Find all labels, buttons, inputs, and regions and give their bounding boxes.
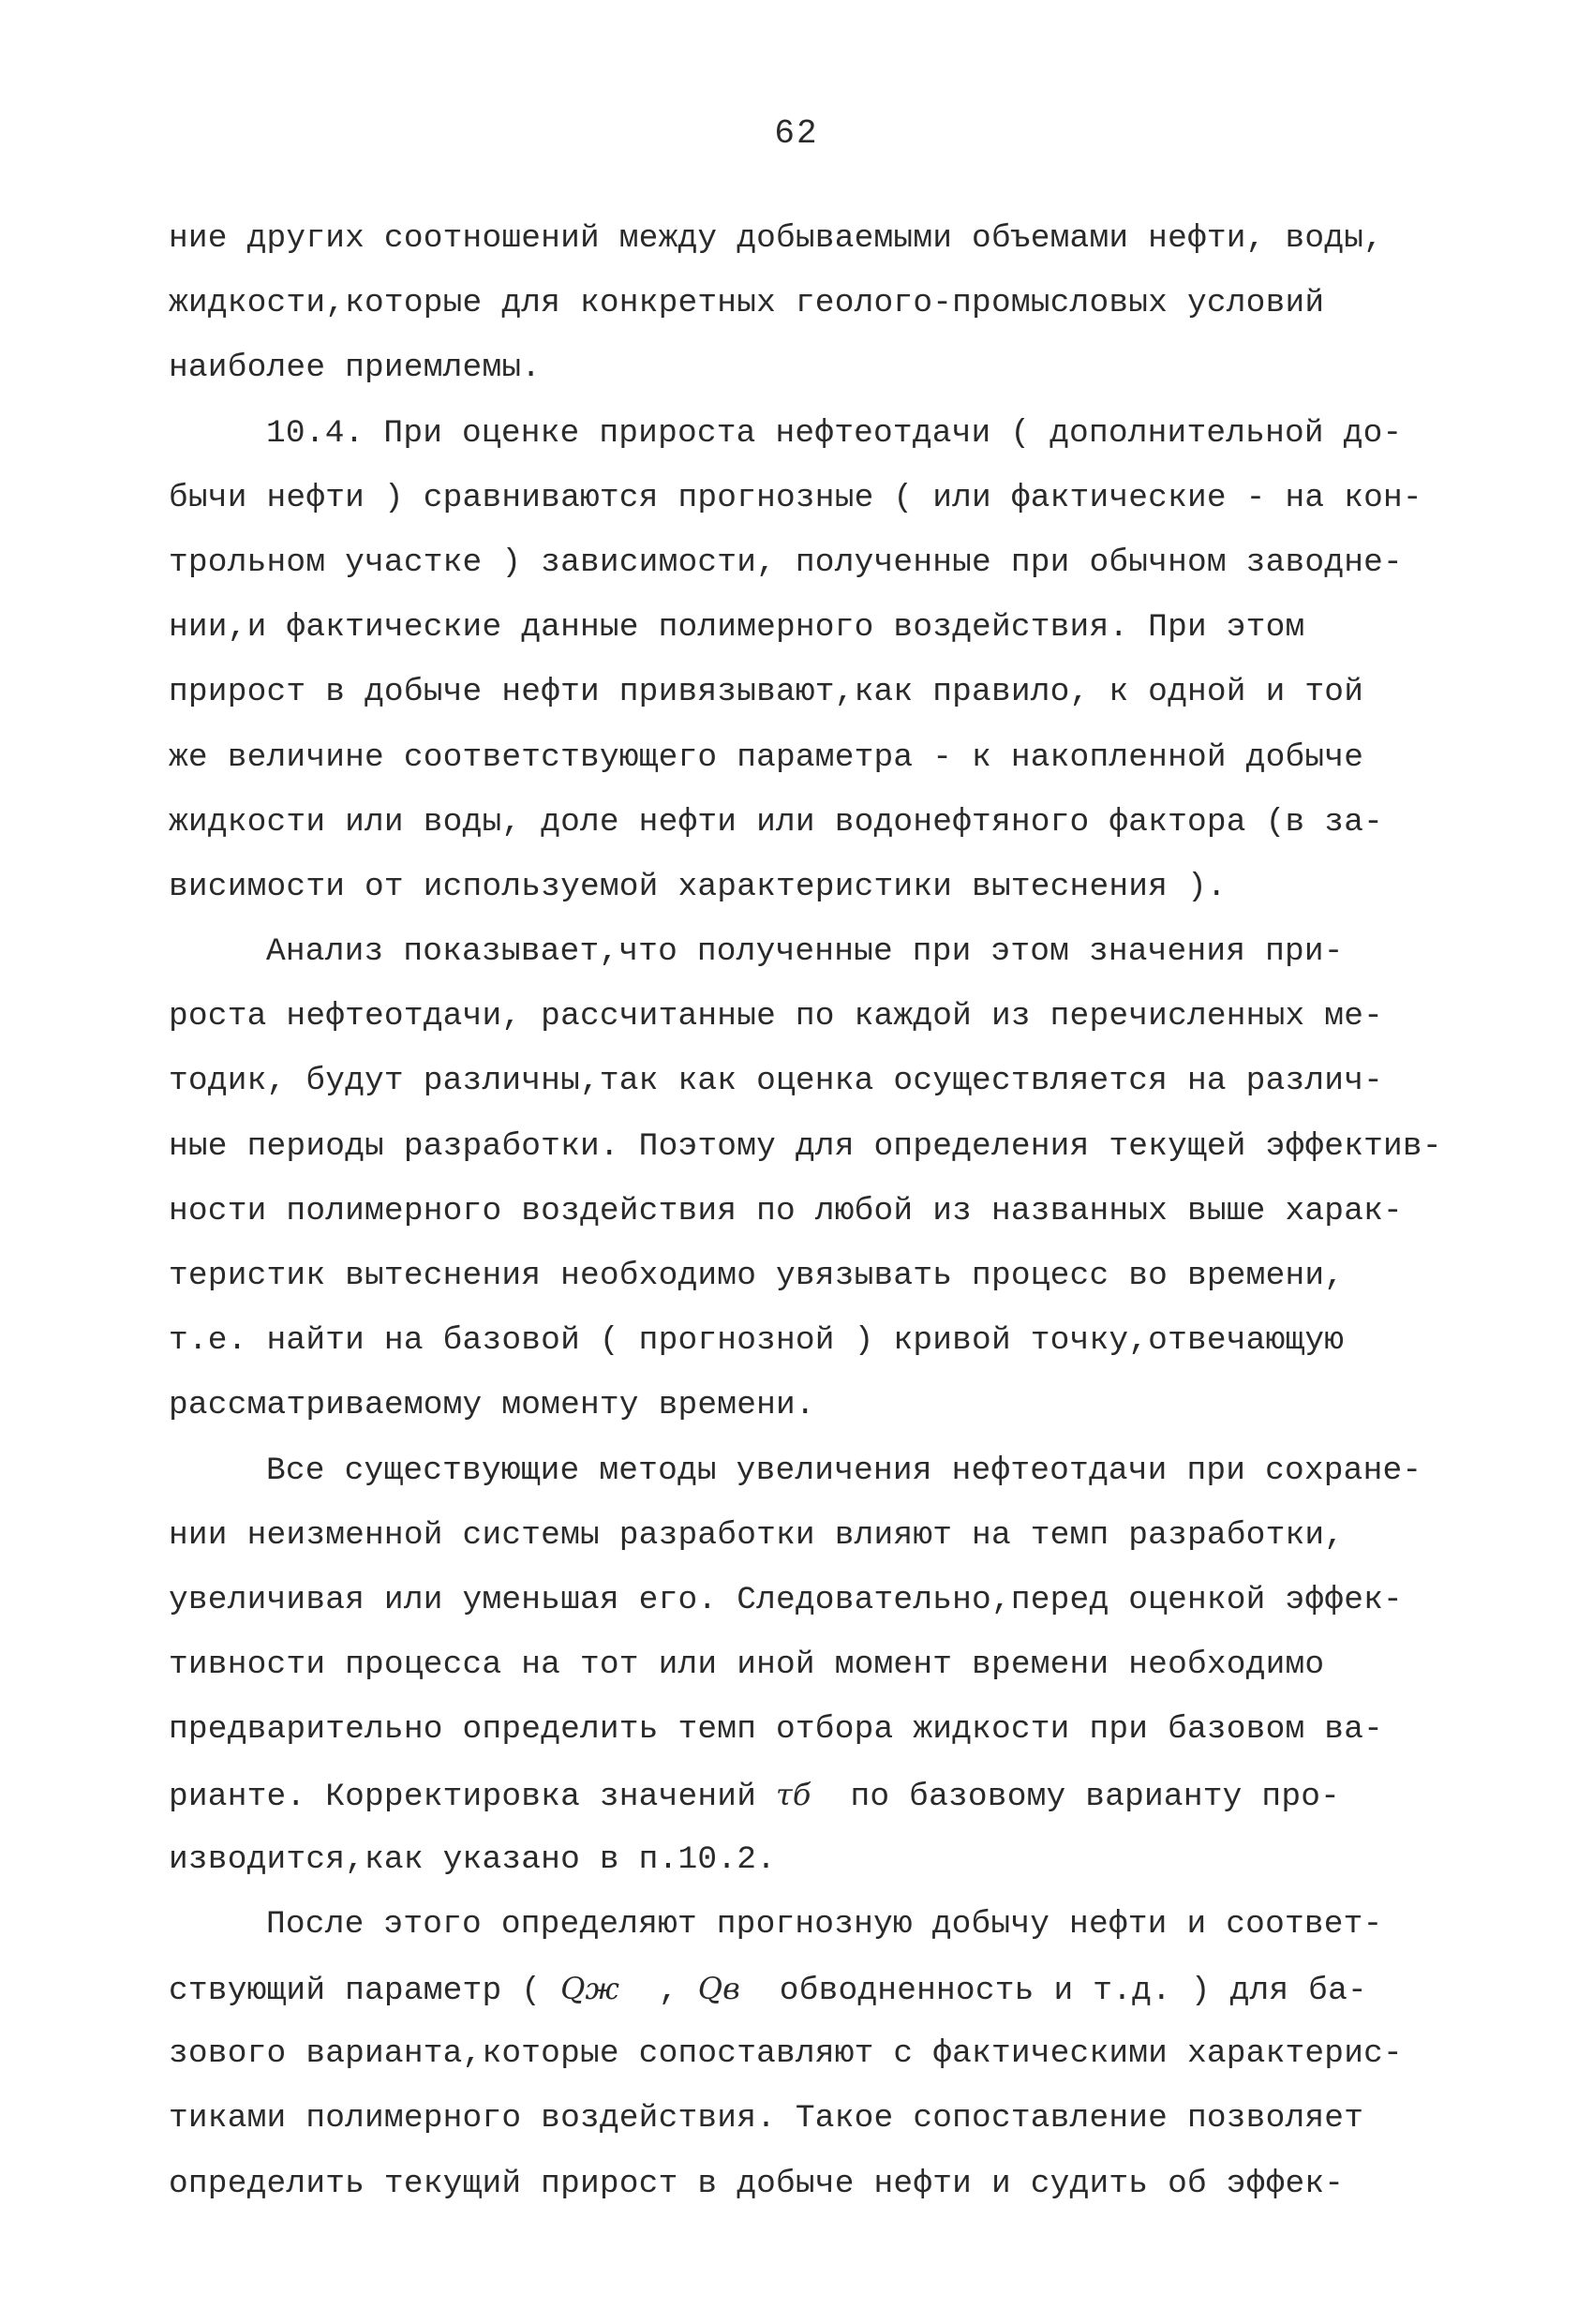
tau-b-symbol: τб [776, 1776, 811, 1812]
text-line: тодик, будут различны,так как оценка осуществляется на различ- [169, 1063, 1384, 1100]
text-line: бычи нефти ) сравниваются прогнозные ( или фактические - на кон- [169, 479, 1422, 516]
text-line-with-symbols [169, 1957, 1462, 2021]
text-line: тиками полимерного воздействия. Такое сопоставление позволяет [169, 2100, 1364, 2138]
body-text [169, 206, 1462, 2216]
text-line: ние других соотношений между добываемыми объемами нефти, воды, [169, 220, 1384, 257]
text-line: изводится,как указано в п.10.2. [169, 1840, 777, 1878]
text-fragment: ствующий параметр ( [169, 1973, 561, 2010]
text-line: определить текущий прирост в добыче нефти и судить об эффек- [169, 2165, 1345, 2202]
text-line: предварительно определить темп отбора жидкости при базовом ва- [169, 1711, 1384, 1749]
text-line: теристик вытеснения необходимо увязывать процесс во времени, [169, 1258, 1345, 1294]
text-line: тивности процесса на тот или иной момент времени необходимо [169, 1646, 1325, 1684]
q-liquid-symbol: Qж [560, 1971, 620, 2007]
text-line: рассматриваемому моменту времени. [169, 1387, 815, 1424]
text-line: Анализ показывает,что полученные при этом значения при- [266, 933, 1344, 971]
text-line: трольном участке ) зависимости, полученные при обычном заводне- [169, 544, 1403, 581]
text-line: же величине соответствующего параметра - к накопленной добыче [169, 738, 1364, 776]
text-line: висимости от используемой характеристики вытеснения ). [169, 868, 1227, 905]
text-line: зового варианта,которые сопоставляют с фактическими характерис- [169, 2035, 1403, 2073]
text-line: ные периоды разработки. Поэтому для определения текущей эффектив- [169, 1127, 1442, 1165]
text-line: жидкости,которые для конкретных геолого-промысловых условий [169, 285, 1325, 322]
text-line: жидкости или воды, доле нефти или водонефтяного фактора (в за- [169, 803, 1384, 841]
text-line: наиболее приемлемы. [169, 350, 542, 387]
text-line: ности полимерного воздействия по любой из названных выше харак- [169, 1192, 1403, 1229]
text-fragment: рианте. Корректировка значений [169, 1778, 777, 1815]
text-line: нии,и фактические данные полимерного воздействия. При этом [169, 609, 1305, 647]
text-line: увеличивая или уменьшая его. Следовательно,перед оценкой эффек- [169, 1581, 1403, 1618]
text-line: 10.4. При оценке прироста нефтеотдачи ( дополнительной до- [266, 414, 1403, 452]
page-number: 62 [774, 114, 819, 153]
text-fragment: , [619, 1973, 698, 2010]
text-line: После этого определяют прогнозную добычу нефти и соответ- [266, 1905, 1383, 1943]
text-line-with-symbol [169, 1763, 1462, 1827]
q-water-symbol: Qв [697, 1971, 740, 2007]
text-line: роста нефтеотдачи, рассчитанные по каждой из перечисленных ме- [169, 998, 1384, 1035]
text-line: Все существующие методы увеличения нефтеотдачи при сохране- [266, 1452, 1422, 1489]
text-line: нии неизменной системы разработки влияют на темп разработки, [169, 1516, 1345, 1554]
text-fragment: обводненность и т.д. ) для ба- [739, 1973, 1367, 2010]
text-line: т.е. найти на базовой ( прогнозной ) кривой точку,отвечающую [169, 1322, 1345, 1360]
text-line: прирост в добыче нефти привязывают,как правило, к одной и той [169, 674, 1364, 711]
text-fragment: по базовому варианту про- [811, 1778, 1341, 1815]
